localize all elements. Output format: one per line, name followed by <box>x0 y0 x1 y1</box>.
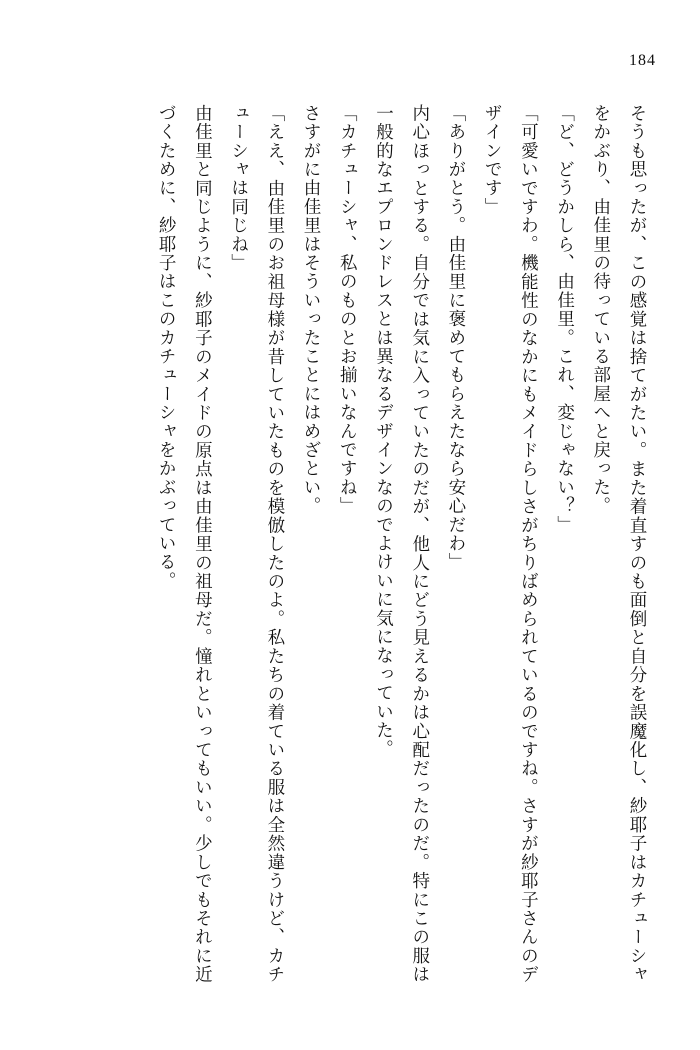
paragraph: 由佳里と同じように、紗耶子のメイドの原点は由佳里の祖母だ。憧れといってもいい。少しでもそれに近づくために、紗耶子はこのカチューシャをかぶっている。 <box>157 104 214 984</box>
paragraph: 「ええ、由佳里のお祖母様が昔していたものを模倣したのよ。私たちの着ている服は全然違うけど、カチューシャは同じね」 <box>229 104 286 984</box>
page-body-text <box>44 104 656 984</box>
paragraph: そうも思ったが、この感覚は捨てがたい。また着直すのも面倒と自分を誤魔化し、紗耶子はカチューシャをかぶり、由佳里の待っている部屋へと戻った。 <box>591 104 648 984</box>
paragraph: 「ど、どうかしら、由佳里。これ、変じゃない？」 <box>555 104 576 535</box>
paragraph: 「ありがとう。由佳里に褒めてもらえたなら安心だわ」 <box>446 104 467 572</box>
paragraph: 内心ほっとする。自分では気に入っていたのだが、他人にどう見えるかは心配だったのだ。特にこの服は一般的なエプロンドレスとは異なるデザインなのでよけいに気になっていた。 <box>374 104 431 984</box>
paragraph: 「カチューシャ、私のものとお揃いなんですね」 <box>338 104 359 516</box>
page-number: 184 <box>629 52 656 69</box>
paragraph: さすがに由佳里はそういったことにはめざとい。 <box>302 104 323 516</box>
paragraph: 「可愛いですわ。機能性のなかにもメイドらしさがちりばめられているのですね。さすが紗耶子さんのデザインです」 <box>483 104 540 984</box>
